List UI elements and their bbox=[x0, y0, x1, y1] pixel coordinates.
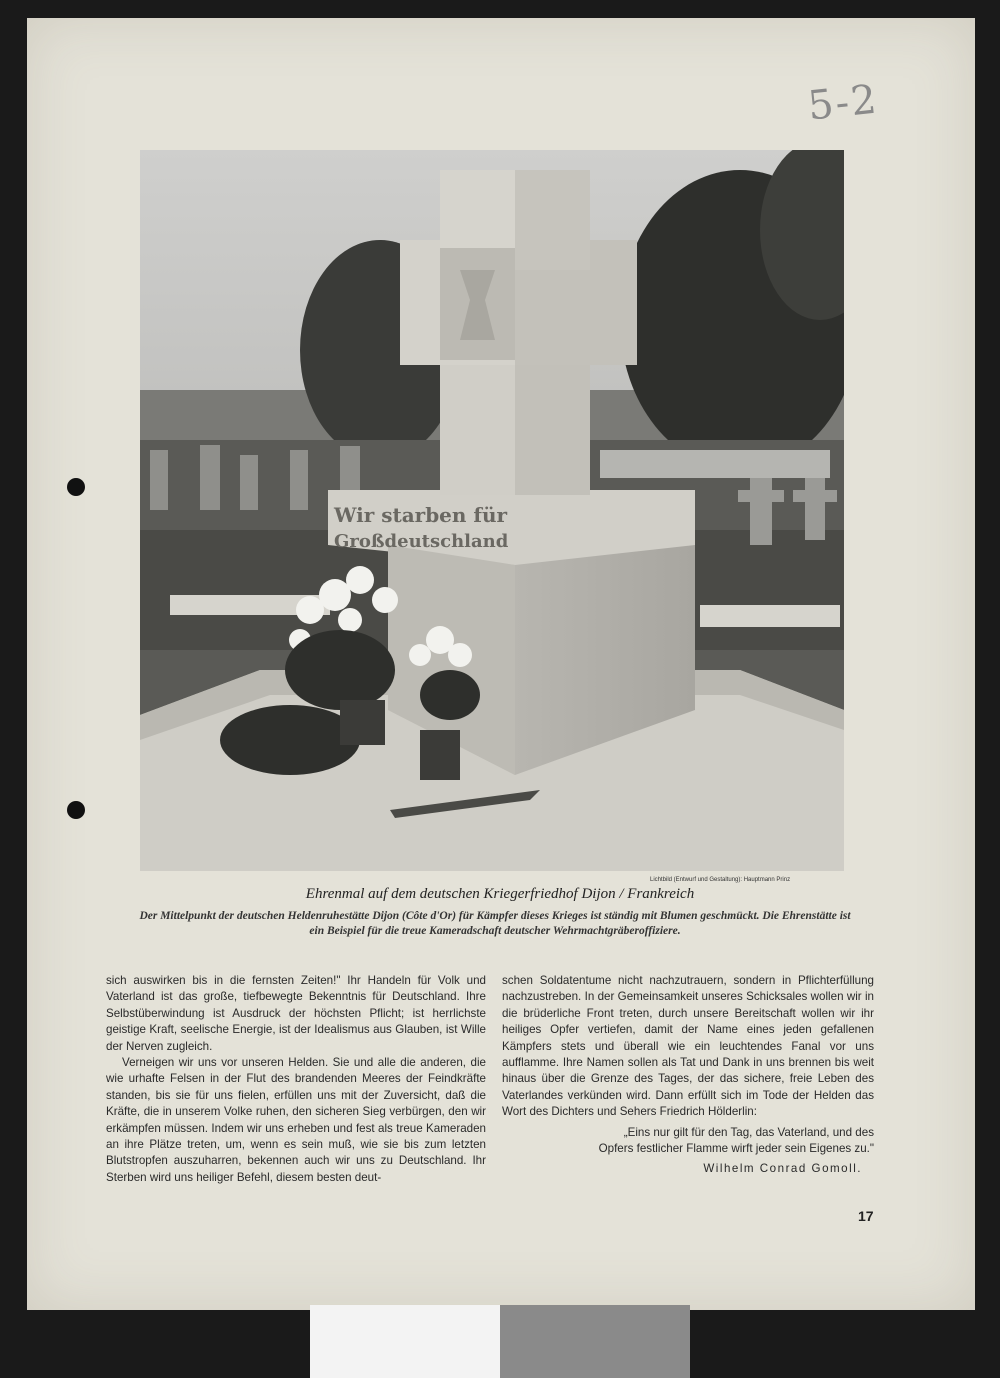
author-signature: Wilhelm Conrad Gomoll. bbox=[703, 1162, 862, 1176]
inscription-line-2: Großdeutschland bbox=[334, 531, 509, 552]
scan-calibration-white bbox=[310, 1305, 500, 1378]
caption-title: Ehrenmal auf dem deutschen Kriegerfriedhof Dijon / Frankreich bbox=[305, 886, 695, 902]
scan-calibration-grey bbox=[500, 1305, 690, 1378]
punch-hole-bottom bbox=[67, 801, 85, 819]
paragraph: Verneigen wir uns vor unseren Helden. Sie und alle die anderen, die wie urhafte Felsen in der Flut des brandenden Meeres der Feindkräfte standen, bis sie für uns fielen, erfüllen uns mit der Zuversicht, daß die Kräfte, die in unserem Volke ruhen, den sicheren Sieg verbürgen, den wir erkämpfen müssen. Indem wir uns erheben und fest als treue Kameraden an ihre Plätze treten, um, wenn es sein muß, wie sie bis zum letzten Blutstropfen auszuharren, bekennen auch wir uns zu Deutschland. Ihr Sterben wird uns heiliger Befehl, diesem besten deut- bbox=[106, 1056, 486, 1184]
paragraph: schen Soldatentume nicht nachzutrauern, sondern in Pflichterfüllung nachzustreben. In der Gemeinsamkeit unseres Schicksales wollen wir in die brüderliche Front treten, durch unsere Bereitschaft wollen wir ihr heiliges Opfer vertiefen, damit der Name eines jeden gefallenen Kämpfers stets und überall wie ein leuchtendes Fanal vor uns aufflamme. Ihre Namen sollen als Tat und Dank in uns brennen bis weit hinaus über die Grenze des Tages, der das sichere, freie Leben des Vaterlandes verkünden wird. Dann erfüllt sich im Tode der Helden das Wort des Dichters und Sehers Friedrich Hölderlin: bbox=[502, 974, 874, 1119]
punch-hole-top bbox=[67, 478, 85, 496]
caption-text: Der Mittelpunkt der deutschen Heldenruhestätte Dijon (Côte d'Or) für Kämpfer dieses Krieges ist ständig mit Blumen geschmückt. Die Ehrenstätte ist ein Beispiel für die treue Kameradschaft deutscher Wehrmachtgräberoffiziere. bbox=[139, 910, 851, 937]
article-column-left bbox=[106, 973, 486, 1186]
quote-line-1: „Eins nur gilt für den Tag, das Vaterland, und des bbox=[623, 1125, 874, 1139]
memorial-photo bbox=[140, 150, 844, 871]
inscription-line-1: Wir starben für bbox=[334, 503, 508, 527]
quote-line-2: Opfers festlicher Flamme wirft jeder sein Eigenes zu." bbox=[598, 1142, 874, 1156]
article-column-right bbox=[502, 973, 874, 1178]
pencil-annotation: 5-2 bbox=[805, 76, 881, 130]
hoelderlin-quote bbox=[502, 1125, 874, 1158]
photo-credit: Lichtbild (Entwurf und Gestaltung): Hauptmann Prinz bbox=[650, 877, 791, 883]
paragraph: sich auswirken bis in die fernsten Zeiten!" Ihr Handeln für Volk und Vaterland ist das große, tiefbewegte Bekenntnis für Deutschland. Ihre Selbstüberwindung ist Ausdruck der höchsten Pflicht; ist herrlichste geistige Kraft, seelische Energie, ist der Idealismus aus Glauben, ist Wille der Nerven zugleich. bbox=[106, 974, 486, 1053]
page-number: 17 bbox=[858, 1208, 874, 1224]
